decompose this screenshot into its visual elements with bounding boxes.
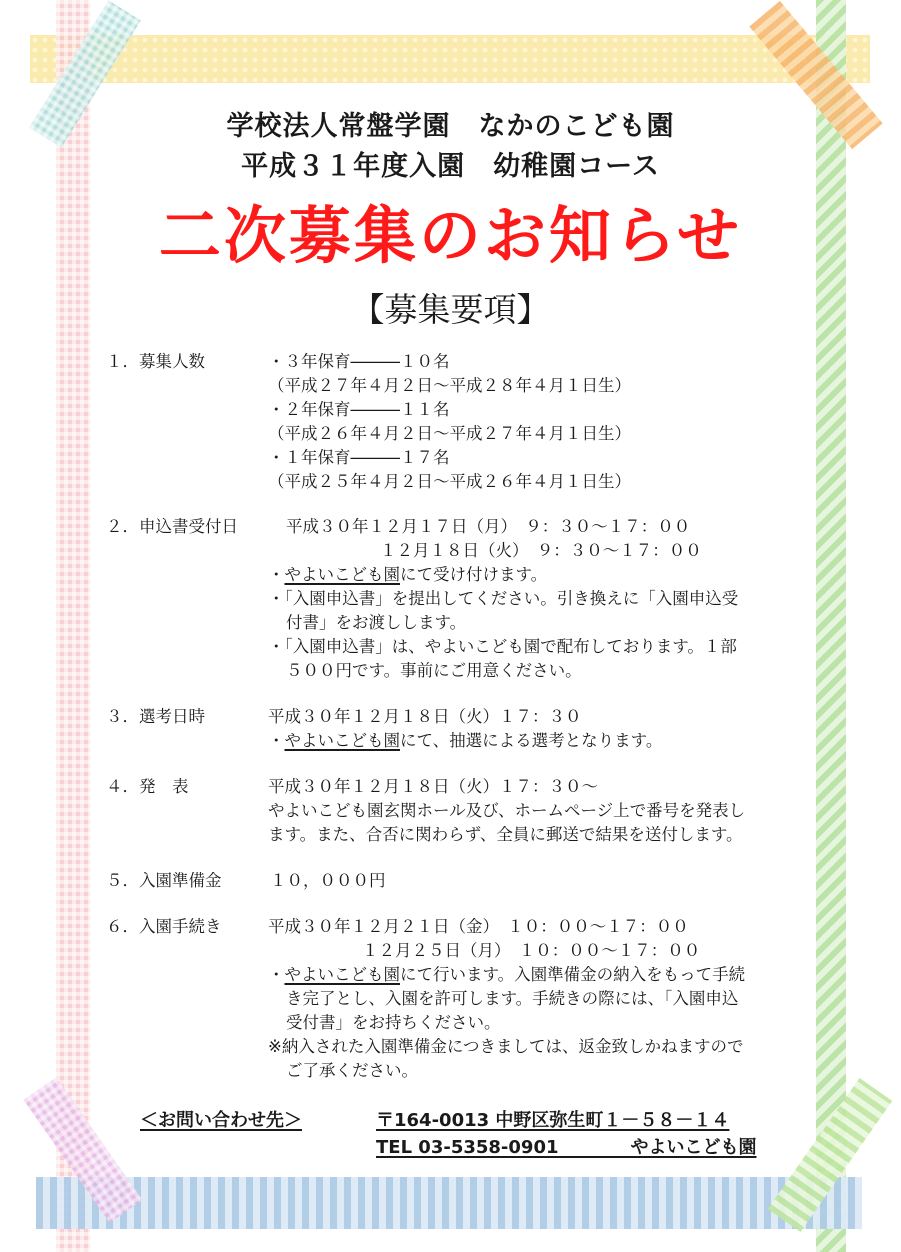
place-name: やよいこども園 [284, 731, 400, 750]
section-6-note-cont: ご了承ください。 [286, 1061, 418, 1080]
section-2-bullet-3: ・「入園申込書」は、やよいこども園で配布しております。１部 [268, 637, 737, 656]
section-2-date-1: 平成３０年１２月１７日（月） ９：３０～１７：００ [286, 517, 691, 536]
section-1-line: ・２年保育―――１１名 [268, 400, 450, 419]
section-1-line: ・３年保育―――１０名 [268, 352, 450, 371]
section-1-line: （平成２５年４月２日～平成２６年４月１日生） [268, 472, 631, 491]
section-6-bullet-cont: 受付書」をお持ちください。 [286, 1013, 501, 1032]
section-1-heading: １．募集人数 [106, 352, 205, 371]
place-name: やよいこども園 [284, 565, 400, 584]
section-2-bullet-3-cont: ５００円です。事前にご用意ください。 [286, 661, 582, 680]
course-name: 平成３１年度入園 幼稚園コース [241, 151, 660, 182]
contact-label: ＜お問い合わせ先＞ [140, 1110, 302, 1131]
section-2-bullet-1: ・やよいこども園にて受け付けます。 [268, 565, 548, 584]
section-5-heading: ５．入園準備金 [106, 871, 222, 890]
contact-address: 〒164-0013 中野区弥生町１－５８－１４ [376, 1110, 730, 1131]
tape-decoration-top [30, 35, 870, 83]
section-2-bullet-2: ・「入園申込書」を提出してください。引き換えに「入園申込受 [268, 589, 739, 608]
section-6-heading: ６．入園手続き [106, 917, 222, 936]
section-3-heading: ３．選考日時 [106, 707, 205, 726]
section-6-date-1: 平成３０年１２月２１日（金） １０：００～１７：００ [268, 917, 689, 936]
section-6-bullet: ・やよいこども園にて行います。入園準備金の納入をもって手続 [268, 965, 746, 984]
section-6-date-2: １２月２５日（月） １０：００～１７：００ [362, 941, 701, 960]
section-2-bullet-2-cont: 付書」をお渡しします。 [286, 613, 467, 632]
section-5-amount: １０，０００円 [270, 871, 386, 890]
section-6-note: ※納入された入園準備金につきましては、返金致しかねますので [268, 1037, 744, 1056]
section-1-line: ・１年保育―――１７名 [268, 448, 450, 467]
section-4-line-1: やよいこども園玄関ホール及び、ホームページ上で番号を発表し [268, 801, 746, 820]
section-6-bullet-cont: き完了とし、入園を許可します。手続きの際には、「入園申込 [286, 989, 739, 1008]
section-1-line: （平成２７年４月２日～平成２８年４月１日生） [268, 376, 631, 395]
section-1-line: （平成２６年４月２日～平成２７年４月１日生） [268, 424, 631, 443]
tape-decoration-bottom [36, 1177, 862, 1229]
section-2-date-2: １２月１８日（火） ９：３０～１７：００ [380, 541, 702, 560]
school-name: 学校法人常盤学園 なかのこども園 [226, 111, 675, 142]
notice-title: 二次募集のお知らせ [158, 199, 743, 272]
contact-tel: TEL 03-5358-0901 やよいこども園 [376, 1137, 757, 1158]
section-3-date: 平成３０年１２月１８日（火）１７：３０ [268, 707, 582, 726]
section-4-date: 平成３０年１２月１８日（火）１７：３０～ [268, 777, 598, 796]
section-title: 【募集要項】 [351, 290, 550, 329]
section-4-heading: ４．発 表 [106, 777, 189, 796]
section-2-heading: ２．申込書受付日 [106, 517, 238, 536]
section-4-line-2: ます。また、合否に関わらず、全員に郵送で結果を送付します。 [268, 825, 743, 844]
place-name: やよいこども園 [284, 965, 400, 984]
section-3-bullet: ・やよいこども園にて、抽選による選考となります。 [268, 731, 663, 750]
